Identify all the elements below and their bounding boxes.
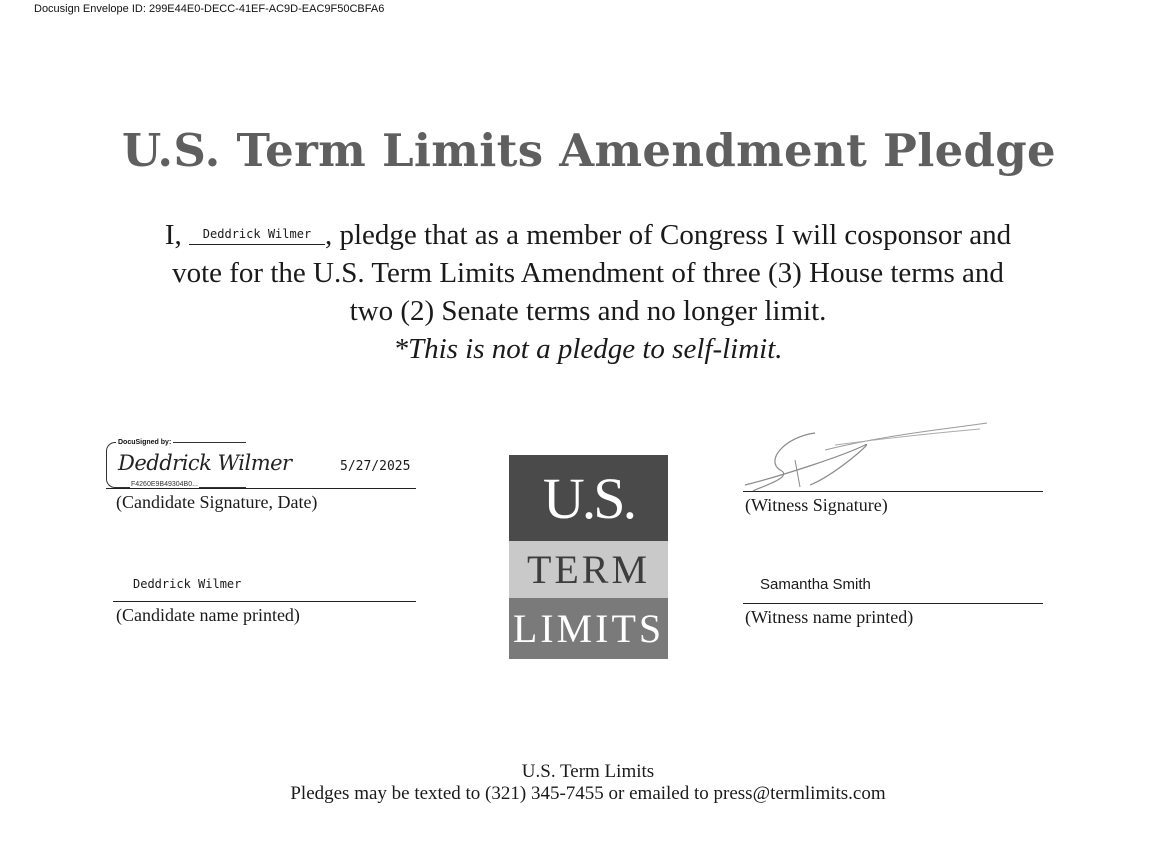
candidate-name-line	[113, 601, 416, 602]
logo-term: TERM	[509, 541, 668, 598]
candidate-signature-line	[106, 488, 416, 489]
witness-signature-line	[743, 491, 1043, 492]
footer-contact: Pledges may be texted to (321) 345-7455 or emailed to press@termlimits.com	[290, 783, 886, 804]
logo-limits: LIMITS	[509, 598, 668, 659]
witness-name-caption: (Witness name printed)	[745, 607, 914, 627]
term-limits-logo	[509, 455, 668, 659]
candidate-signature[interactable]: Deddrick Wilmer	[118, 451, 292, 475]
witness-printed-name[interactable]: Samantha Smith	[760, 576, 871, 593]
footer-org: U.S. Term Limits	[521, 761, 655, 782]
signature-date: 5/27/2025	[340, 459, 411, 474]
pledge-text	[60, 216, 1116, 368]
pledge-line-3: two (2) Senate terms and no longer limit.	[349, 295, 827, 327]
candidate-printed-name[interactable]: Deddrick Wilmer	[133, 577, 242, 591]
pledge-line-2: vote for the U.S. Term Limits Amendment of three (3) House terms and	[172, 257, 1004, 289]
docusign-signature-id: F4260E9B49304B0...	[131, 481, 198, 488]
witness-name-line	[743, 603, 1043, 604]
envelope-id: Docusign Envelope ID: 299E44E0-DECC-41EF-AC9D-EAC9F50CBFA6	[34, 3, 385, 15]
pledge-line-1-rest: , pledge that as a member of Congress I will cosponsor and	[324, 219, 1012, 251]
docusigned-label: DocuSigned by:	[118, 439, 172, 446]
pledge-note: *This is not a pledge to self-limit.	[393, 333, 783, 365]
witness-signature-caption: (Witness Signature)	[745, 495, 888, 515]
pledge-name-field[interactable]: Deddrick Wilmer	[189, 226, 325, 245]
pledge-prefix: I,	[164, 219, 189, 251]
logo-us: U.S.	[509, 455, 668, 541]
witness-signature[interactable]	[725, 415, 995, 495]
candidate-name-caption: (Candidate name printed)	[116, 605, 300, 625]
pledge-line-1	[60, 216, 1116, 254]
candidate-signature-caption: (Candidate Signature, Date)	[116, 492, 318, 512]
page-title: U.S. Term Limits Amendment Pledge	[122, 124, 1056, 177]
